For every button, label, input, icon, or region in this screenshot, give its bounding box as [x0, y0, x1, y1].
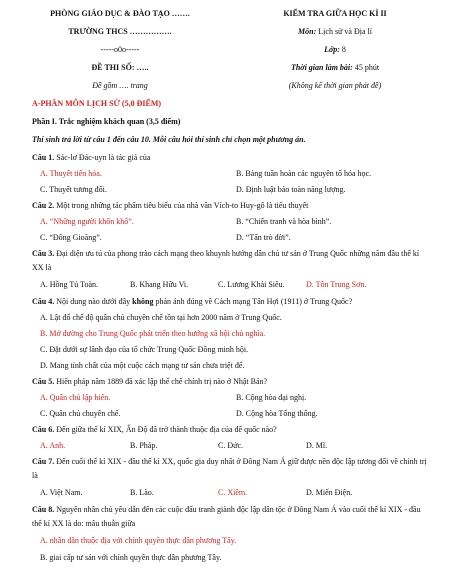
question-7: [32, 455, 432, 483]
q6-option-b[interactable]: B. Pháp.: [130, 441, 158, 450]
q5-option-a[interactable]: A. Quân chủ lập hiến.: [40, 393, 111, 402]
q6-option-a[interactable]: A. Anh.: [40, 441, 66, 450]
q3-option-a[interactable]: A. Hồng Tú Toàn.: [40, 280, 99, 289]
q1-option-d[interactable]: D. Định luật bảo toàn năng lượng.: [236, 185, 346, 194]
q5-option-d[interactable]: D. Cộng hòa Tổng thống.: [236, 409, 318, 418]
question-text: Đến giữa thế kỉ XIX, Ấn Độ đã trở thành thuộc địa của đế quốc nào?: [56, 425, 277, 434]
question-label: Câu 5.: [32, 377, 55, 386]
grade-label: Lớp:: [324, 45, 340, 54]
q4-option-c[interactable]: C. Đặt dưới sự lãnh đạo của tổ chức Trung Quốc Đồng minh hội.: [40, 345, 249, 354]
q2-option-b[interactable]: B. “Chiến tranh và hòa bình”.: [236, 217, 332, 226]
page-count: Đề gồm …. trang: [92, 81, 148, 90]
subject-value: Lịch sử và Địa lí: [318, 27, 372, 36]
q7-option-b[interactable]: B. Lào.: [130, 488, 154, 497]
q8-option-b[interactable]: B. giai cấp tư sản với chính quyền thực dân phương Tây.: [40, 553, 222, 562]
q1-option-a[interactable]: A. Thuyết tiến hóa.: [40, 169, 102, 178]
q3-option-b[interactable]: B. Khang Hữu Vi.: [130, 280, 189, 289]
question-emphasis: không: [132, 297, 154, 306]
q4-option-b[interactable]: B. Mở đường cho Trung Quốc phát triển theo hướng xã hội chủ nghĩa.: [40, 329, 266, 338]
exam-title: KIỂM TRA GIỮA HỌC KÌ II: [283, 9, 387, 18]
q7-option-c[interactable]: C. Xiêm.: [218, 488, 248, 497]
exam-code: ĐỀ THI SỐ: …..: [91, 63, 149, 72]
instruction: Thí sinh trả lời từ câu 1 đến câu 10. Mỗi câu hỏi thí sinh chỉ chọn một phương án.: [32, 135, 306, 144]
question-label: Câu 1.: [32, 153, 55, 162]
time-value: 45 phút: [354, 63, 380, 72]
question-2: [32, 201, 308, 210]
question-label: Câu 6.: [32, 425, 55, 434]
q1-option-c[interactable]: C. Thuyết tương đối.: [40, 185, 107, 194]
section-title: A-PHÂN MÔN LỊCH SỬ (5,0 ĐIỂM): [32, 99, 162, 108]
question-6: [32, 425, 277, 434]
question-label: Câu 4.: [32, 297, 55, 306]
question-label: Câu 8.: [32, 505, 55, 514]
question-label: Câu 2.: [32, 201, 55, 210]
question-text: Đến cuối thế kỉ XIX - đầu thế kỉ XX, quốc gia duy nhất ở Đông Nam Á giữ được nền độc lập tương đối về chính trị là: [32, 457, 427, 480]
time-note: (Không kể thời gian phát đề): [288, 81, 382, 90]
subject-line: [230, 27, 440, 36]
question-3: [32, 247, 432, 275]
question-text: Một trong những tác phẩm tiêu biểu của nhà văn Vích-to Huy-gô là tiểu thuyết: [56, 201, 309, 210]
department-name: PHÒNG GIÁO DỤC & ĐÀO TẠO …….: [50, 9, 190, 18]
q2-option-c[interactable]: C. “Đông Gioăng”.: [40, 233, 102, 242]
question-1: [32, 153, 150, 162]
q1-option-b[interactable]: B. Bảng tuần hoàn các nguyên tố hóa học.: [236, 169, 372, 178]
question-text: Sác-lơ Đác-uyn là tác giả của: [56, 153, 151, 162]
question-label: Câu 3.: [32, 249, 55, 258]
q2-option-a[interactable]: A. “Những người khốn khổ”.: [40, 217, 134, 226]
question-text: Hiến pháp năm 1889 đã xác lập thể chế chính trị nào ở Nhật Bản?: [56, 377, 268, 386]
part-title: Phần I. Trắc nghiệm khách quan (3,5 điểm): [32, 117, 181, 126]
header-divider: -----o0o-----: [100, 45, 140, 54]
time-label: Thời gian làm bài:: [290, 63, 353, 72]
q5-option-c[interactable]: C. Quân chủ chuyên chế.: [40, 409, 121, 418]
grade-value: 8: [341, 45, 346, 54]
grade-line: [230, 45, 440, 54]
q3-option-d[interactable]: D. Tôn Trung Sơn.: [306, 280, 367, 289]
question-5: [32, 377, 267, 386]
q7-option-d[interactable]: D. Miến Điện.: [306, 488, 353, 497]
q4-option-a[interactable]: A. Lật đổ chế độ quân chủ chuyên chế tồn tại hơn 2000 năm ở Trung Quốc.: [40, 313, 282, 322]
question-text: Đại diện ưu tú của phong trào cách mạng theo khuynh hướng dân chủ tư sản ở Trung Quốc những năm đầu thế kỉ XX là: [32, 249, 420, 272]
subject-label: Môn:: [298, 27, 317, 36]
q8-option-a[interactable]: A. nhân dân thuộc địa với chính quyền thực dân phương Tây.: [40, 536, 237, 545]
q6-option-c[interactable]: C. Đức.: [218, 441, 243, 450]
question-text: phản ánh đúng về Cách mạng Tân Hợi (1911) ở Trung Quốc?: [155, 297, 353, 306]
q6-option-d[interactable]: D. Mĩ.: [306, 441, 328, 450]
question-8: [32, 503, 432, 531]
q5-option-b[interactable]: B. Cộng hòa đại nghị.: [236, 393, 307, 402]
question-4: [32, 297, 352, 306]
time-line: [230, 63, 440, 72]
q3-option-c[interactable]: C. Lương Khải Siêu.: [218, 280, 285, 289]
question-text: Nguyên nhân chủ yếu dẫn đến các cuộc đấu tranh giành độc lập dân tộc ở Đông Nam Á vào cuối thế kỉ XIX - đầu thế kỉ XX là do: mâu thuẫn giữa: [32, 505, 421, 528]
question-label: Câu 7.: [32, 457, 55, 466]
q7-option-a[interactable]: A. Việt Nam.: [40, 488, 83, 497]
question-text: Nội dung nào dưới đây: [56, 297, 131, 306]
q2-option-d[interactable]: D. “Tấn trò đời”.: [236, 233, 291, 242]
school-name: TRƯỜNG THCS …………….: [68, 27, 172, 36]
q4-option-d[interactable]: D. Mang tính chất của một cuộc cách mạng tư sản chưa triệt để.: [40, 361, 245, 370]
